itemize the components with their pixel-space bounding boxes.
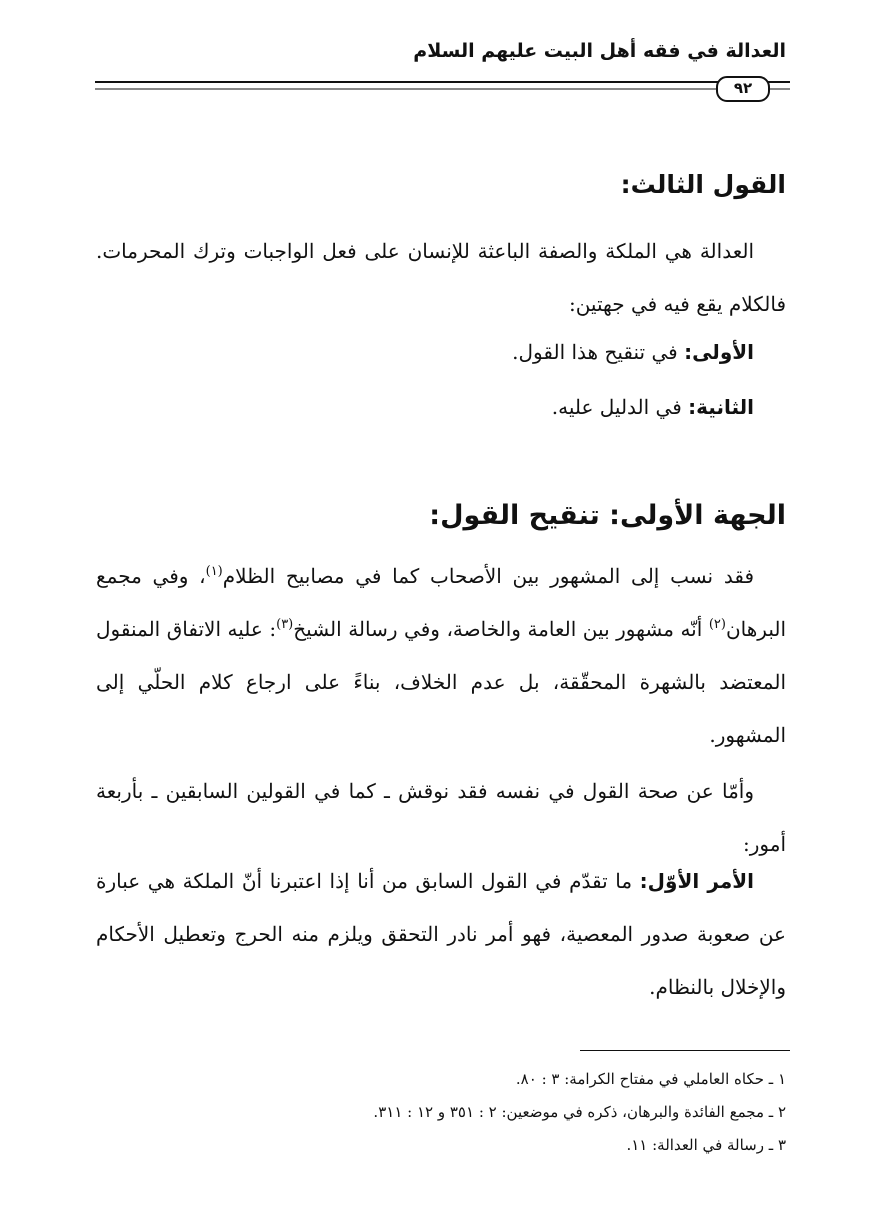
attribution-text-1: فقد نسب إلى المشهور بين الأصحاب كما في مصابيح الظلام	[222, 564, 755, 588]
attribution-text-4: : عليه الاتفاق المنقول المعتضد بالشهرة المحقّقة، بل عدم الخلاف، بناءً على ارجاع كلام الحلّي إلى المشهور.	[96, 617, 786, 747]
section-heading-first-aspect: الجهة الأولى: تنقيح القول:	[429, 500, 786, 531]
footnote-rule	[580, 1050, 790, 1051]
footnote-2: ٢ ـ مجمع الفائدة والبرهان، ذكره في موضعين: ٢ : ٣٥١ و ١٢ : ٣١١.	[373, 1103, 786, 1121]
page-number: ٩٢	[716, 76, 770, 102]
point-second	[552, 395, 754, 419]
header-rule	[95, 80, 790, 92]
footnote-3: ٣ ـ رسالة في العدالة: ١١.	[626, 1136, 786, 1154]
point-first-text: في تنقيح هذا القول.	[512, 340, 678, 364]
running-head: العدالة في فقه أهل البيت عليهم السلام	[413, 40, 786, 62]
paragraph-attribution	[96, 550, 786, 762]
footnote-ref-1: (١)	[205, 564, 223, 579]
first-matter-label: الأمر الأوّل:	[639, 869, 754, 893]
paragraph-definition: العدالة هي الملكة والصفة الباعثة للإنسان على فعل الواجبات وترك المحرمات. فالكلام يقع فيه في جهتين:	[96, 239, 786, 316]
point-second-text: في الدليل عليه.	[551, 395, 682, 419]
point-first-label: الأولى:	[684, 340, 754, 364]
attribution-text-2: ، وفي مجمع البرهان	[96, 564, 787, 641]
paragraph-first-matter	[96, 855, 786, 1014]
point-first	[512, 340, 754, 364]
footnote-ref-2: (٢)	[708, 617, 726, 632]
point-second-label: الثانية:	[688, 395, 754, 419]
attribution-text-3: أنّه مشهور بين العامة والخاصة، وفي رسالة الشيخ	[293, 617, 709, 641]
footnote-1: ١ ـ حكاه العاملي في مفتاح الكرامة: ٣ : ٨٠.	[515, 1070, 786, 1088]
footnote-ref-3: (٣)	[276, 617, 294, 632]
section-heading-third-opinion: القول الثالث:	[620, 170, 786, 199]
paragraph-objections: وأمّا عن صحة القول في نفسه فقد نوقش ـ كما في القولين السابقين ـ بأربعة أمور:	[96, 779, 786, 856]
first-matter-text: ما تقدّم في القول السابق من أنا إذا اعتبرنا أنّ الملكة هي عبارة عن صعوبة صدور المعصية، فهو أمر نادر التحقق ويلزم منه الحرج وتعطيل الأحكام والإخلال بالنظام.	[96, 869, 786, 999]
